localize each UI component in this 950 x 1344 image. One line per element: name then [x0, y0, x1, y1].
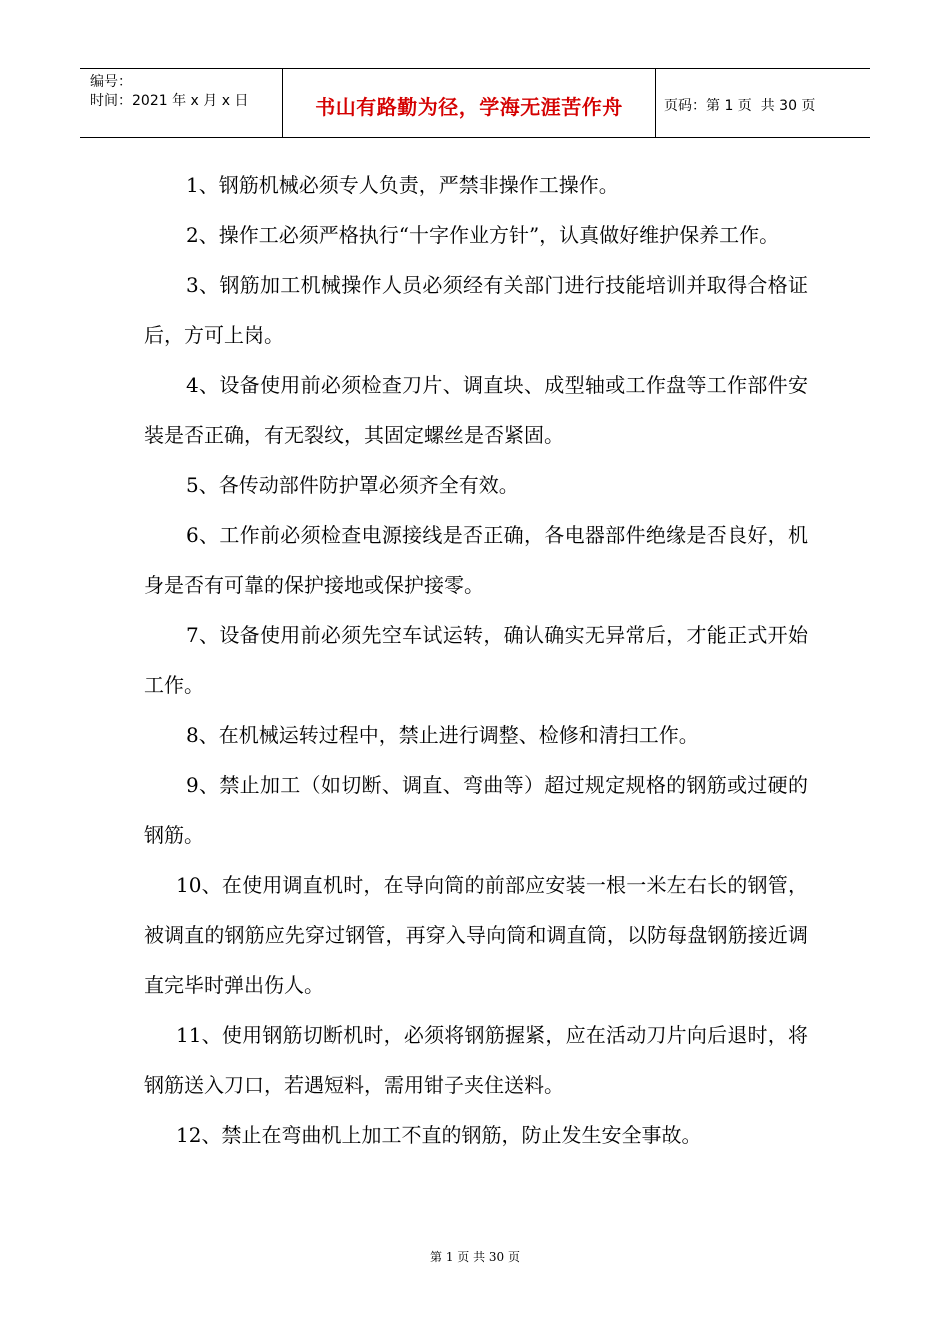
paragraph-12: 12、禁止在弯曲机上加工不直的钢筋，防止发生安全事故。: [176, 1123, 702, 1147]
paragraph-3: 3、钢筋加工机械操作人员必须经有关部门进行技能培训并取得合格证后，方可上岗。: [144, 273, 808, 347]
page-footer: 第 1 页 共 30 页: [430, 1250, 520, 1264]
paragraph-6: 6、工作前必须检查电源接线是否正确，各电器部件绝缘是否良好，机身是否有可靠的保护接地或保护接零。: [144, 523, 808, 597]
paragraph-4: 4、设备使用前必须检查刀片、调直块、成型轴或工作盘等工作部件安装是否正确，有无裂纹，其固定螺丝是否紧固。: [144, 373, 808, 447]
paragraph-10: 10、在使用调直机时，在导向筒的前部应安装一根一米左右长的钢管，被调直的钢筋应先穿过钢管，再穿入导向筒和调直筒，以防每盘钢筋接近调直完毕时弹出伤人。: [144, 873, 808, 997]
document-number-label: 编号：: [90, 74, 132, 90]
document-body: [144, 160, 808, 1160]
header-page-info: 页码：第 1 页 共 30 页: [664, 98, 816, 114]
paragraph-2: 2、操作工必须严格执行“十字作业方针”，认真做好维护保养工作。: [186, 223, 780, 247]
header-motto: 书山有路勤为径，学海无涯苦作舟: [315, 94, 623, 119]
document-time-label: 时间：2021 年 x 月 x 日: [90, 93, 249, 109]
paragraph-9: 9、禁止加工（如切断、调直、弯曲等）超过规定规格的钢筋或过硬的钢筋。: [144, 773, 808, 847]
header-meta: [90, 73, 248, 111]
paragraph-8: 8、在机械运转过程中，禁止进行调整、检修和清扫工作。: [186, 723, 699, 747]
paragraph-5: 5、各传动部件防护罩必须齐全有效。: [186, 473, 519, 497]
page-header: [80, 68, 870, 138]
paragraph-1: 1、钢筋机械必须专人负责，严禁非操作工操作。: [186, 173, 619, 197]
paragraph-7: 7、设备使用前必须先空车试运转，确认确实无异常后，才能正式开始工作。: [144, 623, 808, 697]
paragraph-11: 11、使用钢筋切断机时，必须将钢筋握紧，应在活动刀片向后退时，将钢筋送入刀口，若遇短料，需用钳子夹住送料。: [144, 1023, 808, 1097]
header-divider-right: [655, 69, 656, 137]
